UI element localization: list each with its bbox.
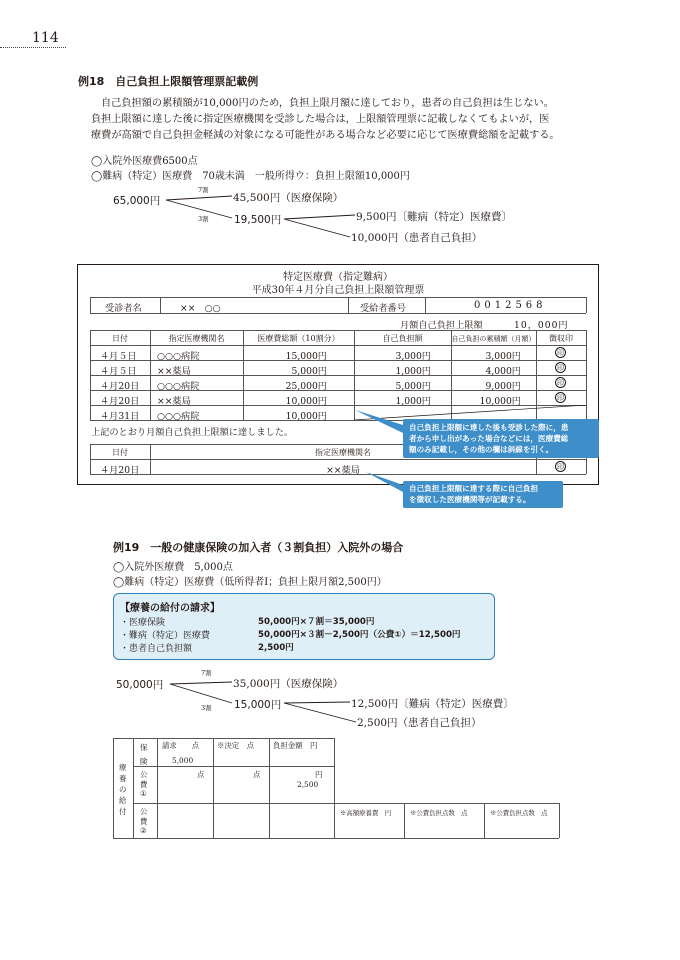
form-row-total: 10,000円 [285, 396, 327, 407]
form-row-self: 1,000円 [395, 396, 431, 407]
form-recipient-value: 0012568 [474, 300, 547, 311]
bill-side-label-2: 養 [119, 774, 127, 783]
bill-kohi1-decision-unit: 点 [253, 770, 261, 779]
bill-kohi2-label-2: 費 [140, 817, 148, 826]
form-bottom-date: ４月20日 [100, 465, 140, 476]
form-row-total: 25,000円 [285, 381, 327, 392]
form-row-date: ４月５日 [100, 351, 137, 362]
bill-kohi1-burden-unit: 円 [315, 770, 323, 779]
bill-kohi2-label-3: ② [140, 826, 147, 835]
example19-flow-insurance: 35,000円（医療保険） [233, 678, 344, 690]
bill-kohi2-label-1: 公 [140, 807, 148, 816]
form-title2: 平成30年４月分自己負担上限額管理票 [251, 285, 425, 296]
form-row-stamp: 印 [557, 379, 564, 387]
example19-note-nanbyo: ◯難病（特定）医療費（低所得者Ⅰ；負担上限月額2,500円） [113, 577, 387, 588]
form-header-stamp: 徴収印 [549, 334, 573, 343]
form-row-stamp: 印 [557, 349, 564, 357]
benefit-row-value: 2,500円 [258, 643, 294, 653]
form-row-total: 5,000円 [291, 366, 327, 377]
bill-kohi1-label-3: ① [140, 789, 147, 798]
form-row-date: ４月31日 [100, 411, 140, 422]
form-row-total: 15,000円 [285, 351, 327, 362]
form-recipient-label: 受給者番号 [360, 303, 406, 314]
form-limit-label: 月額自己負担上限額 [400, 320, 483, 331]
form-row-cumulative: 3,000円 [485, 351, 521, 362]
form-bottom-header-date: 日付 [112, 448, 128, 457]
example19-flow-ratio7: 7割 [201, 669, 212, 677]
form-row-total: 10,000円 [285, 411, 327, 422]
bill-hoken-label-1: 保 [140, 743, 148, 752]
bill-kohi1-label-2: 費 [140, 780, 148, 789]
example18-flow-insurance: 45,500円（医療保険） [233, 192, 344, 204]
benefit-row-value: 50,000円×３割－2,500円（公費①）＝12,500円 [258, 630, 461, 640]
example19-flow-ratio3: 3割 [201, 704, 212, 712]
benefit-row-value: 50,000円×７割＝35,000円 [258, 617, 375, 627]
example18-paragraph-line2: 負担上限額に達した後に指定医療機関を受診した場合は，上限額管理票に記載しなくてもよいが，医 [91, 114, 550, 125]
benefit-row-label: ・難病（特定）医療費 [120, 631, 211, 641]
benefit-row-label: ・医療保険 [120, 618, 166, 628]
form-row-self: 3,000円 [395, 351, 431, 362]
example18-note-outpatient: ◯入院外医療費6500点 [91, 156, 198, 167]
callout-after-limit-line3: 額のみ記載し，その他の欄は斜線を引く。 [409, 445, 554, 454]
example18-paragraph-line1: 自己負担額の累積額が10,000円のため，負担上限月額に達しており，患者の自己負担は生じない。 [101, 98, 554, 109]
form-row-date: ４月20日 [100, 396, 140, 407]
bill-header-decision: ※決定 点 [217, 741, 254, 750]
form-row-stamp: 印 [557, 364, 564, 372]
callout-after-limit-line2: 者から申し出があった場合などには，医療費総 [409, 434, 569, 443]
bill-side-label-5: 付 [119, 807, 127, 816]
form-row-date: ４月５日 [100, 366, 137, 377]
form-bottom-stamp: 印 [557, 463, 564, 471]
form-patient-value: ×× ○○ [180, 303, 221, 314]
form-limit-value: 10，000円 [514, 320, 569, 331]
bill-extra-public-points-2: ※公費負担点数 点 [490, 809, 548, 817]
callout-reaching-limit-line1: 自己負担上限額に達する際に自己負担 [409, 484, 539, 493]
example19-flow-nanbyo: 12,500円〔難病（特定）医療費〕 [351, 698, 514, 710]
example18-flow-patient-part: 19,500円 [234, 214, 282, 226]
form-title1: 特定医療費（指定難病） [283, 272, 393, 283]
bill-header-burden: 負担金額 円 [273, 741, 318, 750]
form-header-cumulative: 自己負担の累積額（月額） [451, 335, 536, 343]
example19-flow-self: 2,500円（患者自己負担） [357, 717, 482, 729]
form-row-self: 5,000円 [395, 381, 431, 392]
example18-flow-ratio7: 7割 [198, 186, 209, 194]
bill-header-request: 請求 点 [162, 741, 199, 750]
benefit-box-title: 【療養の給付の請求】 [120, 603, 220, 614]
bill-kohi1-request-unit: 点 [197, 770, 205, 779]
bill-hoken-label-2: 険 [140, 757, 148, 766]
form-row-institution: ××薬局 [157, 366, 191, 377]
form-header-total: 医療費総額（10割分） [257, 334, 340, 343]
example18-note-nanbyo: ◯難病（特定）医療費 70歳未満 一般所得ウ：負担上限額10,000円 [91, 171, 410, 182]
callout-reaching-limit-line2: を徴収した医療機関等が記載する。 [409, 495, 531, 504]
example18-flow-ratio3: 3割 [198, 215, 209, 223]
form-reached-text: 上記のとおり月額自己負担上限額に達しました。 [91, 427, 294, 438]
bill-kohi1-burden-value: 2,500 [297, 780, 319, 789]
example18-flow-nanbyo: 9,500円〔難病（特定）医療費〕 [356, 211, 513, 223]
form-row-institution: ○○○病院 [157, 351, 200, 362]
bill-side-label-4: 給 [119, 796, 127, 805]
form-bottom-header-institution: 指定医療機関名 [315, 448, 371, 457]
form-header-self: 自己負担額 [382, 334, 423, 343]
form-row-date: ４月20日 [100, 381, 140, 392]
example18-flow-total: 65,000円 [113, 195, 161, 207]
form-row-cumulative: 10,000円 [479, 396, 521, 407]
form-row-self: 1,000円 [395, 366, 431, 377]
benefit-row-label: ・患者自己負担額 [120, 644, 193, 654]
example19-note-outpatient: ◯入院外医療費 5,000点 [113, 562, 233, 573]
example19-flow-total: 50,000円 [116, 679, 164, 691]
bill-hoken-points: 5,000 [172, 756, 194, 765]
form-row-institution: ○○○病院 [157, 381, 200, 392]
bill-side-label-1: 療 [119, 763, 127, 772]
callout-after-limit-line1: 自己負担上限額に達した後も受診した際に，患 [409, 423, 569, 432]
example18-title: 例18 自己負担上限額管理票記載例 [78, 75, 259, 88]
bill-extra-public-points-1: ※公費負担点数 点 [410, 809, 468, 817]
example18-paragraph-line3: 療費が高額で自己負担金軽減の対象になる可能性がある場合など必要に応じて医療費総額を記載する。 [91, 130, 560, 141]
form-row-institution: ○○○病院 [157, 411, 200, 422]
example19-flow-patient-part: 15,000円 [234, 699, 282, 711]
form-row-cumulative: 9,000円 [485, 381, 521, 392]
bill-kohi1-label-1: 公 [140, 770, 148, 779]
form-patient-label: 受診者名 [105, 303, 142, 314]
form-bottom-institution: ××薬局 [326, 465, 360, 476]
form-row-institution: ××薬局 [157, 396, 191, 407]
form-header-institution: 指定医療機関名 [168, 334, 225, 343]
page-number: 114 [32, 30, 59, 46]
example19-title: 例19 一般の健康保険の加入者（３割負担）入院外の場合 [113, 541, 404, 554]
form-row-stamp: 印 [557, 394, 564, 402]
form-row-cumulative: 4,000円 [485, 366, 521, 377]
bill-extra-high-cost: ※高額療養費 円 [340, 809, 392, 817]
bill-side-label-3: の [119, 785, 127, 794]
form-header-date: 日付 [112, 334, 128, 343]
example18-flow-self: 10,000円（患者自己負担） [351, 232, 483, 244]
